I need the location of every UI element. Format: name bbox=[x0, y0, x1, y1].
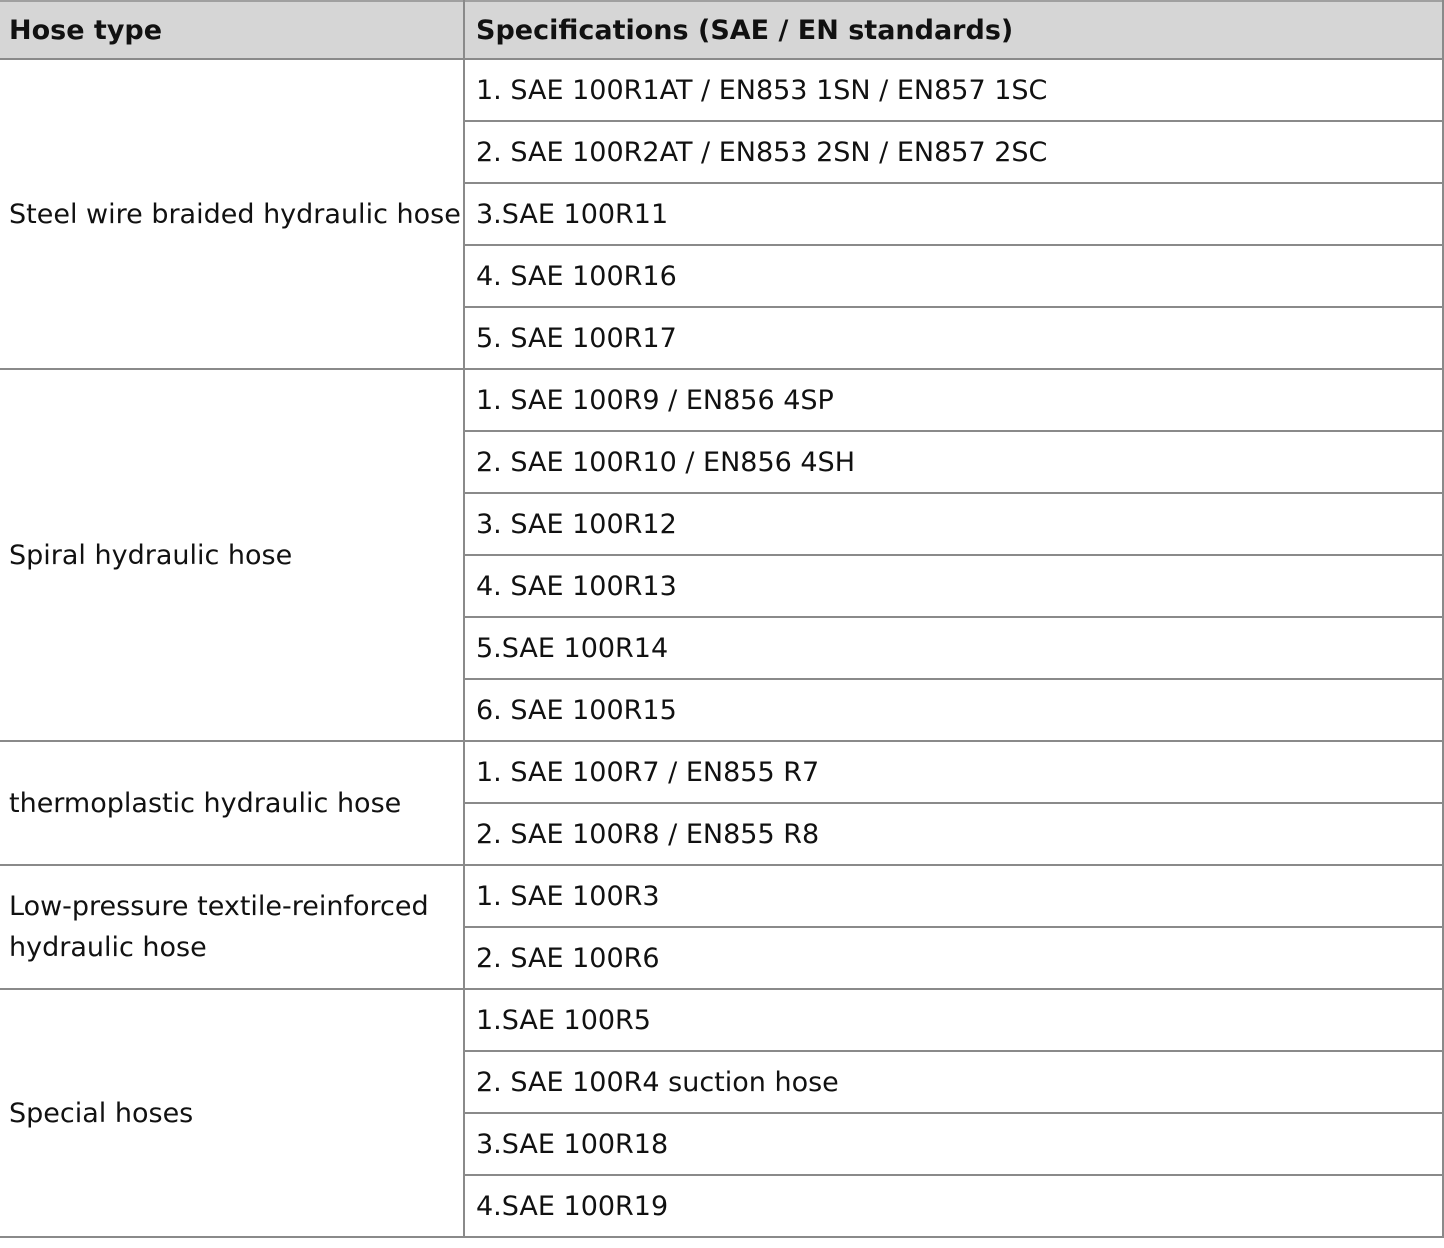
table-row bbox=[0, 369, 1443, 431]
spec-cell: 3.SAE 100R11 bbox=[464, 183, 1443, 245]
hose-type-cell: Special hoses bbox=[0, 989, 464, 1237]
table-body bbox=[0, 59, 1443, 1237]
spec-cell: 4. SAE 100R16 bbox=[464, 245, 1443, 307]
table-row bbox=[0, 741, 1443, 803]
spec-cell: 3. SAE 100R12 bbox=[464, 493, 1443, 555]
spec-cell: 1. SAE 100R9 / EN856 4SP bbox=[464, 369, 1443, 431]
hose-type-cell: Low-pressure textile-reinforced hydraulic hose bbox=[0, 865, 464, 989]
header-row bbox=[0, 1, 1443, 59]
hose-type-cell: thermoplastic hydraulic hose bbox=[0, 741, 464, 865]
spec-cell: 2. SAE 100R10 / EN856 4SH bbox=[464, 431, 1443, 493]
spec-cell: 2. SAE 100R2AT / EN853 2SN / EN857 2SC bbox=[464, 121, 1443, 183]
spec-cell: 2. SAE 100R4 suction hose bbox=[464, 1051, 1443, 1113]
table-row bbox=[0, 59, 1443, 121]
spec-cell: 3.SAE 100R18 bbox=[464, 1113, 1443, 1175]
header-hose-type: Hose type bbox=[0, 1, 464, 59]
spec-cell: 4. SAE 100R13 bbox=[464, 555, 1443, 617]
table-row bbox=[0, 865, 1443, 927]
spec-cell: 6. SAE 100R15 bbox=[464, 679, 1443, 741]
table-row bbox=[0, 989, 1443, 1051]
spec-cell: 4.SAE 100R19 bbox=[464, 1175, 1443, 1237]
spec-cell: 2. SAE 100R6 bbox=[464, 927, 1443, 989]
spec-cell: 2. SAE 100R8 / EN855 R8 bbox=[464, 803, 1443, 865]
spec-cell: 1. SAE 100R7 / EN855 R7 bbox=[464, 741, 1443, 803]
spec-cell: 5. SAE 100R17 bbox=[464, 307, 1443, 369]
header-specifications: Specifications (SAE / EN standards) bbox=[464, 1, 1443, 59]
spec-cell: 1.SAE 100R5 bbox=[464, 989, 1443, 1051]
hose-type-cell: Spiral hydraulic hose bbox=[0, 369, 464, 741]
spec-cell: 1. SAE 100R1AT / EN853 1SN / EN857 1SC bbox=[464, 59, 1443, 121]
spec-cell: 5.SAE 100R14 bbox=[464, 617, 1443, 679]
spec-cell: 1. SAE 100R3 bbox=[464, 865, 1443, 927]
hose-type-cell: Steel wire braided hydraulic hose bbox=[0, 59, 464, 369]
